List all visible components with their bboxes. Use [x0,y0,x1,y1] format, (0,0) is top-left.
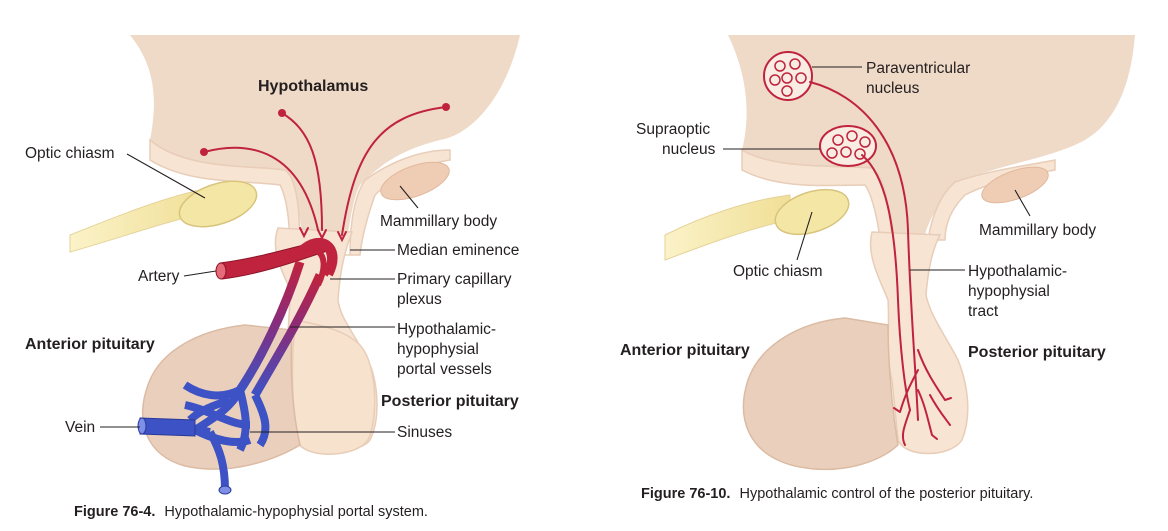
label-mammillary-body: Mammillary body [979,222,1097,239]
caption-figure-76-4 [74,504,428,520]
caption-text: Hypothalamic control of the posterior pituitary. [739,486,1034,502]
label-primary-plexus-1: Primary capillary [397,271,512,288]
label-vein: Vein [65,419,96,436]
label-paraventricular-2: nucleus [866,80,920,97]
label-hypothalamus: Hypothalamus [258,78,369,95]
label-optic-chiasm: Optic chiasm [25,145,115,162]
label-mammillary-body: Mammillary body [380,213,498,230]
label-tract-3: tract [968,303,999,320]
caption-text: Hypothalamic-hypophysial portal system. [164,504,428,520]
figure-76-10 [620,35,1135,502]
label-tract-2: hypophysial [968,283,1050,300]
optic-nerve [665,195,790,260]
artery-opening [216,263,226,279]
label-sinuses: Sinuses [397,424,453,441]
label-portal-3: portal vessels [397,361,492,378]
label-paraventricular-1: Paraventricular [866,60,971,77]
label-tract-1: Hypothalamic- [968,263,1068,280]
vein-vessel [140,418,195,436]
vein-opening [138,418,146,434]
label-primary-plexus-2: plexus [397,291,442,308]
label-portal-2: hypophysial [397,341,479,358]
label-posterior-pituitary: Posterior pituitary [381,393,519,410]
caption-figure-76-10 [641,486,1033,502]
paraventricular-nucleus [764,52,812,100]
label-supraoptic-1: Supraoptic [636,121,711,138]
anterior-pituitary [743,318,898,469]
posterior-pituitary [293,320,375,454]
label-portal-1: Hypothalamic- [397,321,497,338]
caption-number: Figure 76-10. [641,486,731,502]
leader-artery [184,271,216,276]
label-optic-chiasm: Optic chiasm [733,263,823,280]
label-posterior-pituitary: Posterior pituitary [968,344,1106,361]
label-artery: Artery [138,268,180,285]
label-median-eminence: Median eminence [397,242,520,259]
vein-exit [219,486,231,494]
caption-number: Figure 76-4. [74,504,156,520]
label-supraoptic-2: nucleus [662,141,716,158]
label-anterior-pituitary: Anterior pituitary [620,342,750,359]
figure-76-4 [25,35,520,520]
label-anterior-pituitary: Anterior pituitary [25,336,155,353]
